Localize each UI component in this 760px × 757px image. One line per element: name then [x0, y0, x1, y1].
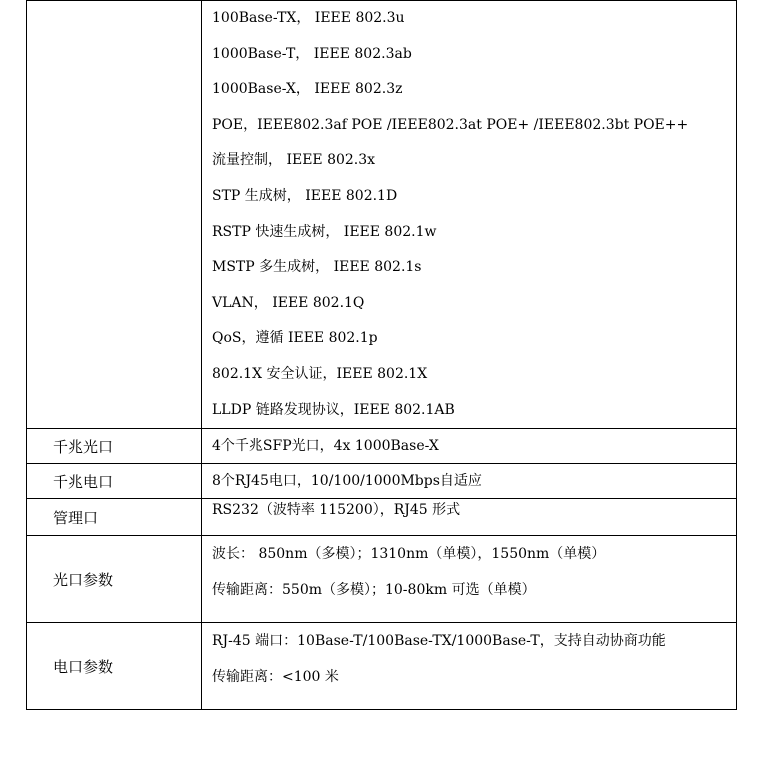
standards-value-cell	[202, 1, 737, 429]
fiber-params-line: 波长： 850nm（多模）；1310nm（单模），1550nm（单模）	[212, 546, 606, 563]
standard-line: 流量控制， IEEE 802.3x	[212, 152, 376, 169]
table-row-fiber-params	[27, 536, 737, 623]
copper-ports-label: 千兆电口	[27, 464, 202, 499]
standard-line: MSTP 多生成树， IEEE 802.1s	[212, 259, 422, 276]
copper-ports-value: 8个RJ45电口，10/100/1000Mbps自适应	[212, 473, 482, 490]
spec-table	[26, 0, 737, 710]
standard-line: 100Base-TX， IEEE 802.3u	[212, 10, 405, 26]
copper-ports-value-cell	[202, 464, 737, 499]
standard-line: LLDP 链路发现协议，IEEE 802.1AB	[212, 401, 455, 418]
copper-params-label: 电口参数	[27, 623, 202, 710]
table-row-mgmt-port	[27, 499, 737, 536]
standard-line: 1000Base-T， IEEE 802.3ab	[212, 45, 412, 62]
table-row-copper-ports	[27, 464, 737, 499]
mgmt-port-value: RS232（波特率 115200），RJ45 形式	[212, 502, 461, 519]
fiber-params-line: 传输距离：550m（多模）；10-80km 可选（单模）	[212, 582, 536, 599]
mgmt-port-label: 管理口	[27, 499, 202, 536]
standard-line: VLAN， IEEE 802.1Q	[212, 294, 365, 311]
standard-line: STP 生成树， IEEE 802.1D	[212, 187, 398, 204]
standard-line: RSTP 快速生成树， IEEE 802.1w	[212, 223, 437, 240]
fiber-params-label: 光口参数	[27, 536, 202, 623]
fiber-ports-value: 4个千兆SFP光口，4x 1000Base-X	[212, 438, 439, 455]
copper-params-line: 传输距离：<100 米	[212, 669, 339, 686]
standards-label-cell	[27, 1, 202, 429]
mgmt-port-value-cell	[202, 499, 737, 536]
fiber-ports-value-cell	[202, 429, 737, 464]
copper-params-line: RJ-45 端口：10Base-T/100Base-TX/1000Base-T，支持自动协商功能	[212, 633, 666, 650]
cell-spacer	[212, 695, 736, 709]
standard-line: 802.1X 安全认证，IEEE 802.1X	[212, 365, 428, 382]
fiber-params-value-cell	[202, 536, 737, 623]
fiber-ports-label: 千兆光口	[27, 429, 202, 464]
table-row-copper-params	[27, 623, 737, 710]
copper-params-value-cell	[202, 623, 737, 710]
cell-spacer	[212, 608, 736, 622]
standard-line: QoS，遵循 IEEE 802.1p	[212, 330, 378, 347]
standard-line: 1000Base-X， IEEE 802.3z	[212, 81, 403, 98]
standard-line: POE，IEEE802.3af POE /IEEE802.3at POE+ /IEEE802.3bt POE++	[212, 116, 689, 133]
table-row-standards	[27, 1, 737, 429]
table-row-fiber-ports	[27, 429, 737, 464]
